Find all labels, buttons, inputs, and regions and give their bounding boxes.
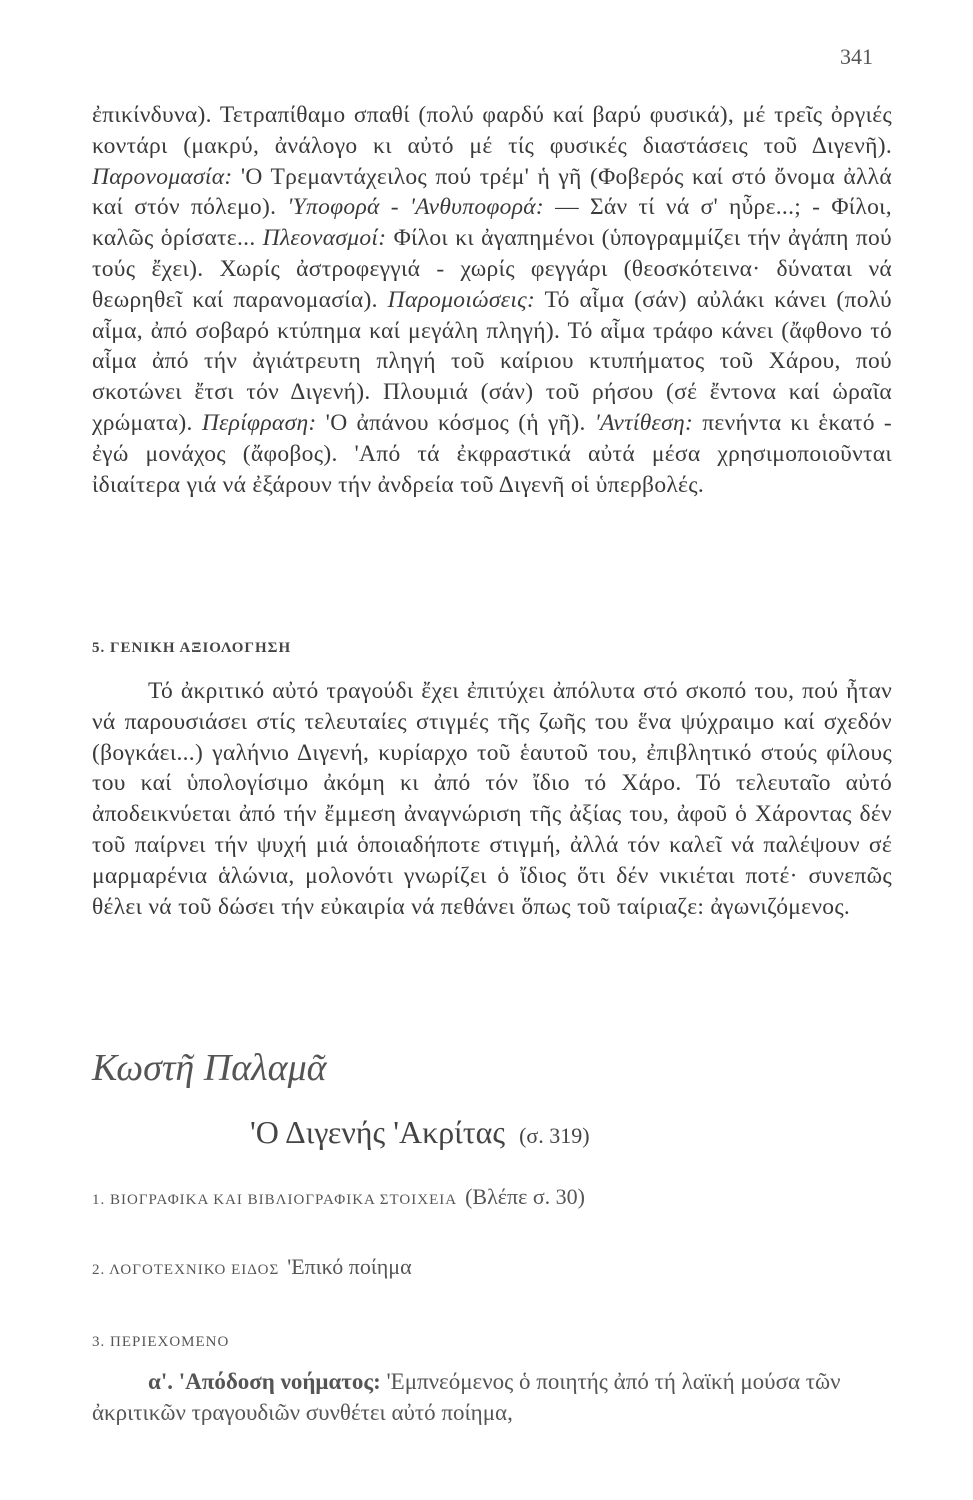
subsection-label: α'. 'Απόδοση νοήματος: [148,1369,381,1394]
text-span: ἐπικίνδυνα). Τετραπίθαμο σπαθί (πολύ φαρδύ καί βαρύ φυσικά), μέ τρεῖς ὀργιές κοντάρι (μακρύ, ἀνάλογο κι αὐτό μέ τίς φυσικές διαστάσεις τοῦ Διγενῆ). [92,102,892,159]
paragraph-content-summary [92,1366,902,1428]
item-value: 'Επικό ποίημα [287,1254,412,1279]
section-heading-evaluation: 5. ΓΕΝΙΚΗ ΑΞΙΟΛΟΓΗΣΗ [92,640,292,656]
text-span: 'Εμπνεόμενος ὁ ποιητής ἀπό τή λαϊκή μούσα τῶν ἀκριτικῶν τραγουδιῶν συνθέτει αὐτό ποίημα, [92,1369,841,1425]
text-span: — Σάν τί νά σ' ηὖρε...; - Φίλοι, καλῶς ὁρίσατε... [92,194,892,252]
item-biography [92,1184,585,1210]
text-span: 'Ο ἀπάνου κόσμος (ἡ γῆ). [325,409,586,436]
term-hypophora: 'Υποφορά - 'Ανθυποφορά: [287,194,545,221]
term-pleonasm: Πλεονασμοί: [262,225,387,252]
paragraph-evaluation: Τό ἀκριτικό αὐτό τραγούδι ἔχει ἐπιτύχει ἀπόλυτα στό σκοπό του, πού ἦταν νά παρουσιάσει στίς τελευταίες στιγμές τῆς ζωῆς του ἕνα ψύχραιμο καί σχεδόν (βογκάει...) γαλήνιο Διγενή, κυρίαρχο τοῦ ἑαυτοῦ του, ἐπιβλητικό στούς φίλους του καί ὑπολογίσιμο ἀκόμη κι ἀπό τόν ἴδιο τό Χάρο. Τό τελευταῖο αὐτό ἀποδεικνύεται ἀπό τήν ἔμμεση ἀναγνώριση τῆς ἀξίας του, ἀφοῦ ὁ Χάροντας δέν τοῦ παίρνει τήν ψυχή μιά ὁποιαδήποτε στιγμή, ἀλλά τόν καλεῖ νά παλέψουν σέ μαρμαρένια ἁλώνια, μολονότι γνωρίζει ὁ ἴδιος ὅτι δέν νικιέται ποτέ· συνεπῶς θέλει νά τοῦ δώσει τήν εὐκαιρία νά πεθάνει ὅπως τοῦ ταίριαζε: ἀγωνιζόμενος. [92,678,892,920]
item-label: 3. ΠΕΡΙΕΧΟΜΕΝΟ [92,1334,230,1350]
poem-title [250,1114,590,1151]
text-span: Τό αἷμα (σάν) αὐλάκι κάνει (πολύ αἷμα, ἀπό σοβαρό κτύπημα καί μεγάλη πληγή). Τό αἷμα τράφο κάνει (ἄφθονο τό αἷμα ἀπό τήν ἀγιάτρευτη πληγή τοῦ καίριου κτυπήματος τοῦ Χάρου, πού σκοτώνει ἔτσι τόν Διγενή). Πλουμιά (σάν) τοῦ ρήσου (σέ ἔντονα καί ὡραῖα χρώματα). [92,286,892,436]
item-label: 2. ΛΟΓΟΤΕΧΝΙΚΟ ΕΙΔΟΣ [92,1262,280,1278]
text-span: 'Ο Τρεμαντάχειλος πού τρέμ' ἡ γῆ (Φοβερός καί στό ὄνομα ἀλλά καί στόν πόλεμο). [92,163,892,221]
term-simile: Παρομοιώσεις: [387,286,536,313]
paragraph-figures-of-speech [92,100,892,500]
item-value: (Βλέπε σ. 30) [465,1184,585,1209]
author-name: Κωστῆ Παλαμᾶ [92,1047,327,1089]
page-number: 341 [840,44,873,69]
poem-page-ref: (σ. 319) [519,1123,590,1148]
item-genre [92,1254,412,1280]
text-span: Φίλοι κι ἀγαπημένοι (ὑπογραμμίζει τήν ἀγάπη πού τούς ἔχει). Χωρίς ἀστροφεγγιά - χωρίς φεγγάρι (θεοσκότεινα· δύναται νά θεωρηθεῖ καί παρανομασία). [92,225,892,313]
term-antithesis: 'Αντίθεση: [594,409,694,436]
text-span: πενήντα κι ἑκατό - ἐγώ μονάχος (ἄφοβος). 'Από τά ἐκφραστικά αὐτά μέσα χρησιμοποιοῦνται ἰδιαίτερα γιά νά ἐξάρουν τήν ἀνδρεία τοῦ Διγενῆ οἱ ὑπερβολές. [92,409,893,498]
poem-title-text: 'Ο Διγενής 'Ακρίτας [250,1114,506,1150]
term-periphrasis: Περίφραση: [201,409,317,436]
item-label: 1. ΒΙΟΓΡΑΦΙΚΑ ΚΑΙ ΒΙΒΛΙΟΓΡΑΦΙΚΑ ΣΤΟΙΧΕΙΑ [92,1192,458,1208]
item-content [92,1326,237,1352]
term-paronomasia: Παρονομασία: [92,163,233,190]
